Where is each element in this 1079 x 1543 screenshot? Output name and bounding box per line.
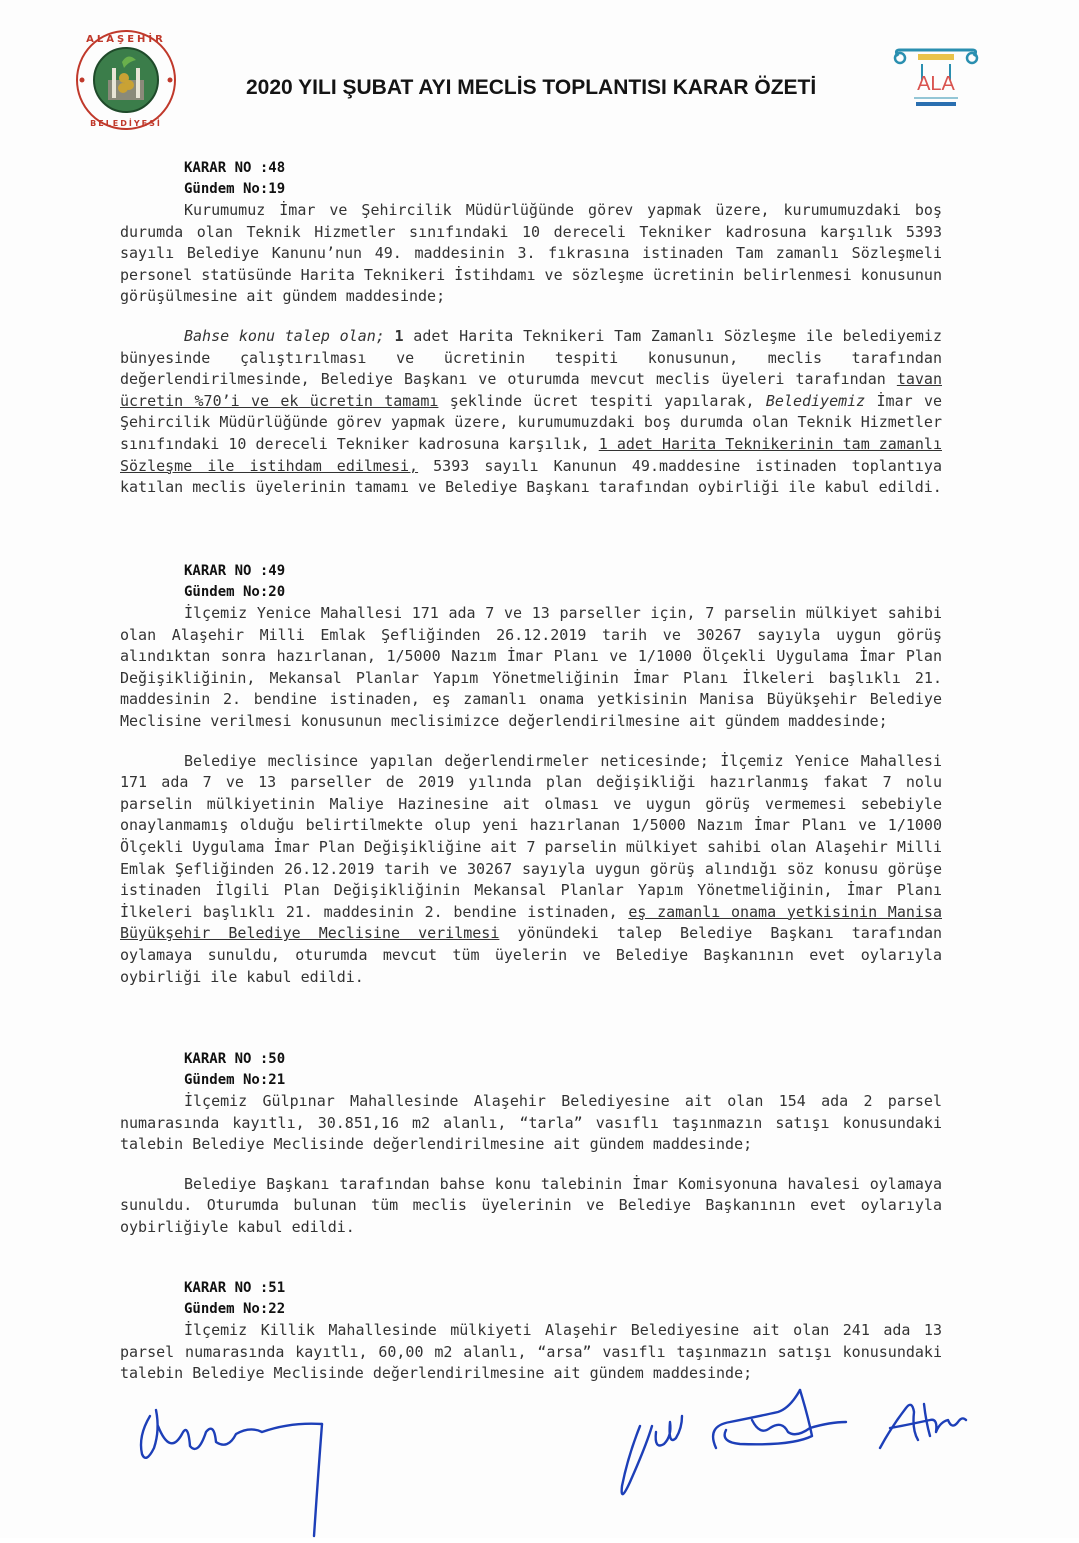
- underlined-text: eş zamanlı onama yetkisinin Manisa Büyükşehir Belediye Meclisine verilmesi: [120, 902, 942, 943]
- karar-no-label: KARAR NO :48: [184, 160, 286, 176]
- decision-51: [120, 1278, 942, 1385]
- gundem-no-label: Gündem No:19: [184, 181, 286, 197]
- decision-paragraph: [120, 603, 942, 733]
- karar-no-label: KARAR NO :49: [184, 563, 286, 579]
- signatures-area: [0, 1386, 1079, 1538]
- page-title: 2020 YILI ŞUBAT AYI MECLİS TOPLANTISI KARAR ÖZETİ: [246, 76, 817, 99]
- text-run: İlçemiz Yenice Mahallesi 171 ada 7 ve 13 parseller için, 7 parselin mülkiyet sahibi olan Alaşehir Milli Emlak Şefliğinden 26.12.2019 tarih ve 30267 sayıyla uygun görüş alındıktan sonra hazırlanan, 1/5000 Nazım İmar Planı ve 1/1000 Ölçekli Uygulama İmar Plan Değişikliğinin, Mekansal Planlar Yapım Yönetmeliğinin İmar Planı İlkeleri başlıklı 21. maddesinin 2. bendine istinaden, eş zamanlı onama yetkisinin Manisa Büyükşehir Belediye Meclisine verilmesi konusunun meclisimizce değerlendirilmesine ait gündem maddesinde;: [120, 604, 942, 730]
- alasehir-belediyesi-seal-icon: [68, 28, 184, 132]
- svg-text:ALAŞEHİR: ALAŞEHİR: [86, 34, 166, 45]
- text-run: Belediye Başkanı tarafından bahse konu talebinin İmar Komisyonuna havalesi oylamaya sunuldu. Oturumda bulunan tüm meclis üyelerinin ve Belediye Başkanının evet oylarıyla oybirliğiyle kabul edildi.: [120, 1174, 942, 1236]
- text-run: 5393 sayılı Kanunun 49.maddesine istinaden toplantıya katılan meclis üyelerinin tamamı ve Belediye Başkanı tarafından oybirliği ile kabul edildi.: [120, 456, 942, 497]
- decision-50: [120, 1049, 942, 1239]
- decision-paragraph: [120, 1320, 942, 1385]
- text-run: şeklinde ücret tespiti yapılarak,: [438, 391, 766, 410]
- karar-no-label: KARAR NO :51: [184, 1280, 286, 1296]
- ala-column-logo-icon: [890, 46, 982, 110]
- karar-no-label: KARAR NO :50: [184, 1051, 286, 1067]
- bold-text: 1: [394, 326, 404, 345]
- underlined-text: tavan ücretin %70’i ve ek ücretin tamamı: [120, 370, 942, 410]
- signature-3-icon: [713, 1390, 846, 1448]
- italic-text: Bahse konu talep olan;: [184, 326, 385, 345]
- underlined-text: 1 adet Harita Teknikerinin tam zamanlı Sözleşme ile istihdam edilmesi,: [120, 434, 942, 475]
- text-run: [385, 327, 395, 345]
- decision-49: [120, 561, 942, 988]
- signature-4-icon: [880, 1404, 966, 1448]
- decision-paragraph: [120, 326, 942, 499]
- text-run: İmar ve Şehircilik Müdürlüğünde görev yapmak üzere, kurumumuzdaki boş durumda olan Teknik Hizmetler sınıfındaki 10 dereceli Tekniker kadrosuna karşılık,: [120, 391, 943, 453]
- signature-1-icon: [141, 1410, 322, 1536]
- decision-paragraph: [120, 1174, 942, 1239]
- gundem-no-label: Gündem No:20: [184, 584, 286, 600]
- italic-text: Belediyemiz: [765, 391, 866, 410]
- signature-2-icon: [622, 1416, 682, 1494]
- decision-paragraph: [120, 1091, 942, 1156]
- gundem-no-label: Gündem No:22: [184, 1301, 286, 1317]
- decision-48: [120, 158, 942, 499]
- text-run: yönündeki talep Belediye Başkanı tarafından oylamaya sunuldu, oturumda mevcut tüm üyelerin ve Belediye Başkanının evet oylarıyla oybirliği ile kabul edildi.: [120, 924, 943, 986]
- text-run: adet Harita Teknikeri Tam Zamanlı Sözleşme ile belediyemiz bünyesinde çalıştırılması ve ücretinin tespiti konusunun, meclis tarafından değerlendirilmesinde, Belediye Başkanı ve oturumda mevcut meclis üyeleri tarafından: [120, 326, 942, 389]
- decision-paragraph: [120, 751, 942, 989]
- decision-paragraph: [120, 200, 942, 308]
- text-run: İlçemiz Killik Mahallesinde mülkiyeti Alaşehir Belediyesine ait olan 241 ada 13 parsel numarasında kayıtlı, 60,00 m2 alanlı, “arsa” vasıflı taşınmazın satışı konusundaki talebin Belediye Meclisinde değerlendirilmesine ait gündem maddesinde;: [120, 1321, 942, 1383]
- svg-text:BELEDİYESİ: BELEDİYESİ: [90, 119, 162, 128]
- gundem-no-label: Gündem No:21: [184, 1072, 286, 1088]
- svg-text:ALA: ALA: [917, 73, 955, 95]
- text-run: Kurumumuz İmar ve Şehircilik Müdürlüğünde görev yapmak üzere, kurumumuzdaki boş durumda olan Teknik Hizmetler sınıfındaki 10 dereceli Tekniker kadrosuna karşılık 5393 sayılı Belediye Kanunu’nun 49. maddesinin 3. fıkrasına istinaden Tam zamanlı Sözleşmeli personel statüsünde Harita Teknikeri İstihdamı ve sözleşme ücretinin belirlenmesi konusunun görüşülmesine ait gündem maddesinde;: [120, 201, 942, 306]
- text-run: İlçemiz Gülpınar Mahallesinde Alaşehir Belediyesine ait olan 154 ada 2 parsel numarasında kayıtlı, 30.851,16 m2 alanlı, “tarla” vasıflı taşınmazın satışı konusundaki talebin Belediye Meclisinde değerlendirilmesine ait gündem maddesinde;: [120, 1092, 942, 1154]
- text-run: Belediye meclisince yapılan değerlendirmeler neticesinde; İlçemiz Yenice Mahallesi 171 ada 7 ve 13 parseller de 2019 yılında plan değişikliği hazırlanmış fakat 7 nolu parselin mülkiyetinin Maliye Hazinesine ait olması ve uygun görüş vermemesi sebebiyle onaylanmamış olduğu belirtilmekte olup yeni hazırlanan 1/5000 Nazım İmar Planı ve 1/1000 Ölçekli Uygulama İmar Plan Değişikliğine ait 7 parselin mülkiyet sahibi olan Alaşehir Milli Emlak Şefliğinden 26.12.2019 tarih ve 30267 sayıyla uygun görüş alındığı söz konusu görüşe istinaden İlgili Plan Değişikliğinin Mekansal Planlar Yapım Yönetmeliğinin, İmar Planı İlkeleri başlıklı 21. maddesinin 2. bendine istinaden,: [120, 751, 942, 921]
